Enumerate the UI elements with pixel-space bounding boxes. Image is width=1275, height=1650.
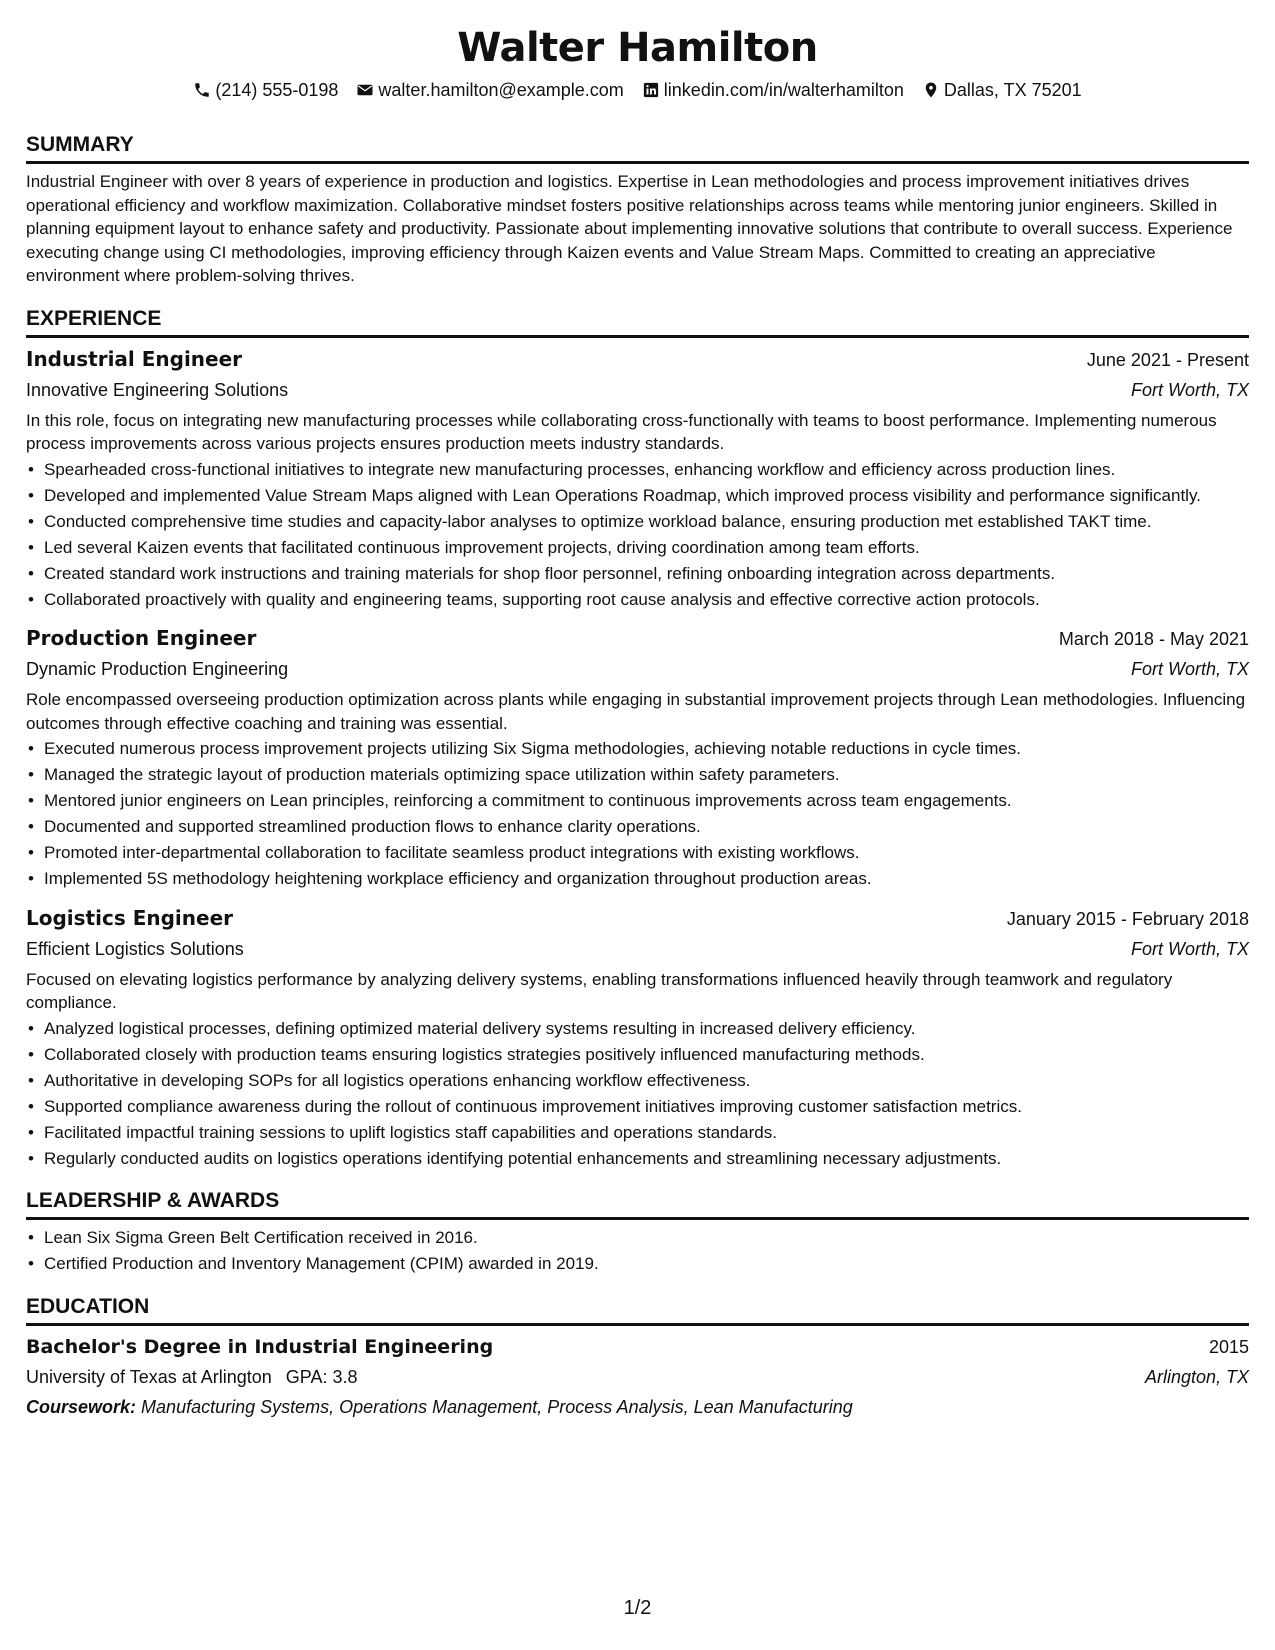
list-item: • Conducted comprehensive time studies and capacity-labor analyses to optimize workload balance, ensuring production met established TAKT time. [44, 510, 1249, 534]
job-title: Logistics Engineer [26, 905, 234, 930]
job-bullets [26, 1017, 1249, 1171]
list-item: • Managed the strategic layout of production materials optimizing space utilization within safety parameters. [44, 763, 1249, 787]
list-item: • Authoritative in developing SOPs for all logistics operations enhancing workflow effectiveness. [44, 1069, 1249, 1093]
list-item: • Created standard work instructions and training materials for shop floor personnel, refining onboarding integration across departments. [44, 562, 1249, 586]
candidate-name: Walter Hamilton [457, 25, 818, 71]
school-info [26, 1363, 358, 1391]
section-title-awards: LEADERSHIP & AWARDS [26, 1188, 1249, 1220]
email-text: walter.hamilton@example.com [378, 80, 624, 100]
list-item: • Lean Six Sigma Green Belt Certification received in 2016. [44, 1226, 1249, 1250]
job-company-row [26, 375, 1249, 405]
phone-icon [193, 81, 211, 99]
contact-bar [26, 78, 1249, 102]
job-company-row [26, 654, 1249, 684]
job-entry [26, 623, 1249, 891]
job-location: Fort Worth, TX [1130, 938, 1249, 959]
resume-header [26, 0, 1249, 102]
list-item: • Implemented 5S methodology heightening workplace efficiency and organization throughout production areas. [44, 867, 1249, 891]
job-company: Dynamic Production Engineering [26, 659, 289, 679]
list-item: • Supported compliance awareness during the rollout of continuous improvement initiatives improving customer satisfaction metrics. [44, 1095, 1249, 1119]
coursework-list: Manufacturing Systems, Operations Management, Process Analysis, Lean Manufacturing [141, 1396, 853, 1417]
job-header [26, 623, 1249, 654]
school-name: University of Texas at Arlington [26, 1366, 272, 1387]
list-item: • Promoted inter-departmental collaboration to facilitate seamless product integrations with existing workflows. [44, 841, 1249, 865]
job-company-row [26, 934, 1249, 964]
job-header [26, 903, 1249, 934]
job-location: Fort Worth, TX [1130, 659, 1249, 679]
envelope-icon [356, 81, 374, 99]
page-number: 1/2 [623, 1597, 652, 1619]
section-title-experience: EXPERIENCE [26, 306, 1249, 338]
contact-linkedin[interactable] [642, 78, 904, 102]
job-header [26, 344, 1249, 375]
job-bullets [26, 458, 1249, 612]
list-item: • Facilitated impactful training sessions to uplift logistics staff capabilities and operations standards. [44, 1121, 1249, 1145]
job-description: In this role, focus on integrating new manufacturing processes while collaborating cross-functionally with teams to boost performance. Implementing numerous process improvements across various projects ensures production meets industry standards. [26, 410, 1217, 453]
job-title: Production Engineer [26, 626, 257, 650]
job-company: Innovative Engineering Solutions [26, 379, 289, 400]
list-item: • Executed numerous process improvement projects utilizing Six Sigma methodologies, achieving notable reductions in cycle times. [44, 737, 1249, 761]
list-item: • Collaborated proactively with quality and engineering teams, supporting root cause analysis and effective corrective action protocols. [44, 588, 1249, 612]
job-location: Fort Worth, TX [1130, 379, 1249, 400]
graduation-year: 2015 [1208, 1336, 1249, 1357]
degree-title: Bachelor's Degree in Industrial Engineering [26, 1335, 494, 1358]
job-company: Efficient Logistics Solutions [26, 938, 244, 959]
contact-email[interactable] [356, 78, 623, 102]
list-item: • Spearheaded cross-functional initiatives to integrate new manufacturing processes, enhancing workflow and efficiency across production lines. [44, 458, 1249, 482]
list-item: • Regularly conducted audits on logistics operations identifying potential enhancements and streamlining necessary adjustments. [44, 1147, 1249, 1171]
section-title-education: EDUCATION [26, 1294, 1249, 1326]
coursework [26, 1392, 1249, 1422]
location-text: Dallas, TX 75201 [943, 80, 1082, 100]
job-description: Focused on elevating logistics performance by analyzing delivery systems, enabling transformations influenced heavily through teamwork and regulatory compliance. [26, 969, 1173, 1012]
awards-section [26, 1188, 1249, 1276]
school-location: Arlington, TX [1144, 1366, 1249, 1387]
education-section [26, 1294, 1249, 1422]
summary-text: Industrial Engineer with over 8 years of experience in production and logistics. Expertise in Lean methodologies and process improvement initiatives drives operational efficiency and workflow maximization. Collaborative mindset fosters positive relationships across teams while mentoring junior engineers. Skilled in planning equipment layout to enhance safety and productivity. Passionate about implementing innovative solutions that contribute to overall success. Experience executing change using CI methodologies, improving efficiency through Kaizen events and Value Stream Maps. Committed to creating an appreciative environment where problem-solving thrives. [26, 172, 1233, 285]
education-header [26, 1332, 1249, 1362]
job-entry [26, 903, 1249, 1171]
experience-section [26, 306, 1249, 1171]
linkedin-text: linkedin.com/in/walterhamilton [663, 80, 904, 100]
gpa: GPA: 3.8 [285, 1366, 358, 1387]
summary-section [26, 132, 1249, 288]
linkedin-icon [642, 81, 660, 99]
job-dates: March 2018 - May 2021 [1058, 629, 1249, 649]
job-entry [26, 344, 1249, 612]
job-dates: January 2015 - February 2018 [1006, 908, 1249, 929]
coursework-label: Coursework: [26, 1396, 137, 1417]
list-item: • Collaborated closely with production teams ensuring logistics strategies positively influenced manufacturing methods. [44, 1043, 1249, 1067]
list-item: • Certified Production and Inventory Management (CPIM) awarded in 2019. [44, 1252, 1249, 1276]
list-item: • Documented and supported streamlined production flows to enhance clarity operations. [44, 815, 1249, 839]
list-item: • Mentored junior engineers on Lean principles, reinforcing a commitment to continuous improvements across team engagements. [44, 789, 1249, 813]
section-title-summary: SUMMARY [26, 132, 1249, 164]
list-item: • Led several Kaizen events that facilitated continuous improvement projects, driving coordination among team efforts. [44, 536, 1249, 560]
education-school-row [26, 1362, 1249, 1392]
contact-location [922, 78, 1082, 102]
awards-list [26, 1226, 1249, 1276]
list-item: • Analyzed logistical processes, defining optimized material delivery systems resulting in increased delivery efficiency. [44, 1017, 1249, 1041]
map-pin-icon [922, 81, 940, 99]
list-item: • Developed and implemented Value Stream Maps aligned with Lean Operations Roadmap, which improved process visibility and performance significantly. [44, 484, 1249, 508]
job-title: Industrial Engineer [26, 346, 243, 371]
job-description: Role encompassed overseeing production optimization across plants while engaging in substantial improvement projects through Lean methodologies. Influencing outcomes through effective coaching and training was essential. [26, 690, 1246, 733]
phone-text: (214) 555-0198 [215, 80, 339, 100]
job-dates: June 2021 - Present [1086, 349, 1249, 370]
job-bullets [26, 737, 1249, 891]
contact-phone[interactable] [193, 78, 338, 102]
